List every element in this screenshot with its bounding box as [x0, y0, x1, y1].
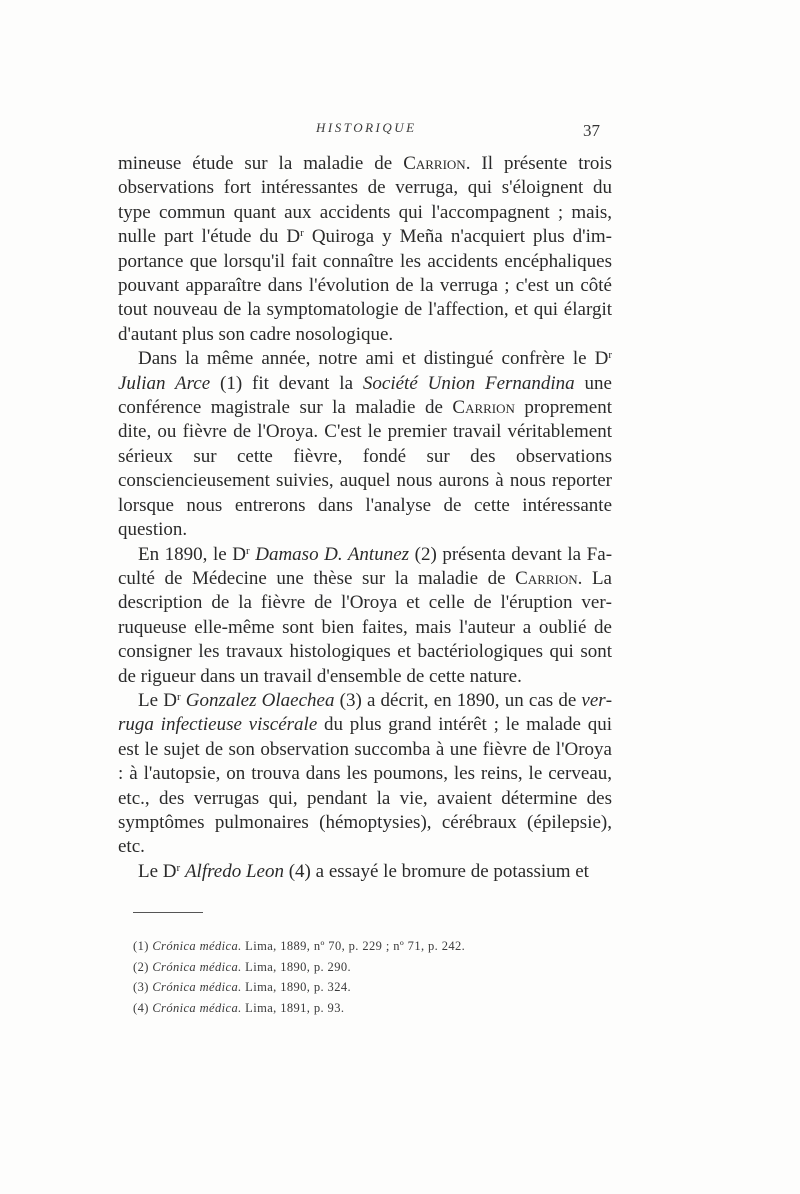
superscript-text: r	[300, 227, 304, 240]
paragraph	[118, 860, 612, 884]
footnote-detail: Lima, 1890, p. 290.	[245, 959, 352, 974]
superscript-text: r	[176, 861, 181, 874]
paragraph	[118, 543, 612, 689]
footnote-detail: Lima, 1891, p. 93.	[245, 1000, 345, 1015]
styled-text: verruga infectieuse viscérale	[118, 689, 613, 736]
styled-text: Julian Arce	[118, 372, 211, 394]
text-run: (2) présenta devant la Faculté de Médecine une thèse sur la maladie de	[118, 543, 613, 589]
footnote-marker: (2)	[133, 959, 149, 974]
footnote-marker: (4)	[133, 1000, 149, 1015]
text-run: (1) fit devant la	[210, 372, 363, 394]
text-run: Le D	[138, 860, 177, 882]
page-number: 37	[583, 121, 600, 140]
footnote-marker: (3)	[133, 980, 149, 994]
superscript-text: r	[176, 690, 181, 703]
running-head	[0, 120, 800, 140]
footnote-source: Crónica médica.	[152, 939, 242, 953]
text-run: Dans la même année, notre ami et distingué confrère le D	[138, 348, 609, 370]
footnote	[133, 998, 573, 1019]
text-run: . Il présente trois observations fort intéressantes de verruga, qui s'éloignent du type commun quant aux accidents qui l'accompagnent ; mais, nulle part l'étude du D	[118, 153, 612, 248]
text-run: proprement dite, ou fièvre de l'Oroya. C'est le premier travail véritablement sérieux sur cette fièvre, fondé sur des observations consciencieusement suivies, auquel nous aurons à nous reporter lorsque nous entrerons dans l'analyse de cette intéressante question.	[118, 397, 612, 541]
text-run: (3) a décrit, en 1890, un cas de	[334, 689, 582, 711]
body-text	[118, 152, 612, 884]
styled-text: Alfredo Leon	[184, 860, 284, 882]
text-run: (4) a essayé le bromure de potassium et	[283, 860, 589, 882]
footnote	[133, 977, 573, 998]
footnote	[133, 936, 573, 957]
footnote-marker: (1)	[133, 939, 149, 953]
running-title: HISTORIQUE	[316, 120, 417, 135]
styled-text: Carrion	[403, 153, 466, 174]
styled-text: Carrion	[515, 567, 578, 589]
text-run: mineuse étude sur la maladie de	[118, 153, 404, 174]
footnote-source: Crónica médica.	[152, 980, 242, 994]
paragraph	[118, 689, 612, 860]
text-run: Le D	[138, 689, 177, 711]
styled-text: Gonzalez Olaechea	[185, 689, 335, 711]
text-run: Quiroga y Meña n'acquiert plus d'importance que lorsqu'il fait connaître les accidents encéphaliques pouvant apparaître dans l'évolution de la verruga ; c'est un côté tout nouveau de la symptomatologie de l'affection, et qui élargit d'autant plus son cadre nosologique.	[118, 226, 612, 345]
text-run: . La description de la fièvre de l'Oroya et celle de l'éruption verruqueuse elle-même sont bien faites, mais l'auteur a oublié de consigner les travaux histologiques et bactériologiques qui sont de rigueur dans un travail d'ensemble de cette nature.	[118, 567, 612, 687]
superscript-text: r	[245, 544, 250, 557]
styled-text: Carrion	[452, 397, 515, 419]
footnote-rule	[133, 912, 203, 913]
paragraph	[118, 152, 612, 347]
text-run: En 1890, le D	[138, 543, 246, 565]
styled-text: Damaso D. Antunez	[255, 543, 410, 565]
footnote-source: Crónica médica.	[152, 1000, 242, 1015]
superscript-text: r	[608, 349, 612, 362]
styled-text: Société Union Fernandina	[362, 372, 575, 394]
text-run: une conférence magistrale sur la maladie de	[118, 372, 612, 419]
paragraph	[118, 347, 612, 542]
footnote-source: Crónica médica.	[152, 959, 242, 974]
text-run: du plus grand intérêt ; le malade qui est le sujet de son observation succomba à une fièvre de l'Oroya : à l'autopsie, on trouva dans les poumons, les reins, le cerveau, etc., des verrugas qui, pendant la vie, avaient détermine des symptômes pulmonaires (hémoptysies), cérébraux (épilepsie), etc.	[118, 714, 613, 858]
footnote-detail: Lima, 1890, p. 324.	[245, 980, 352, 994]
footnote	[133, 957, 573, 978]
footnotes	[133, 936, 573, 1018]
footnote-detail: Lima, 1889, nº 70, p. 229 ; nº 71, p. 242.	[245, 939, 466, 953]
